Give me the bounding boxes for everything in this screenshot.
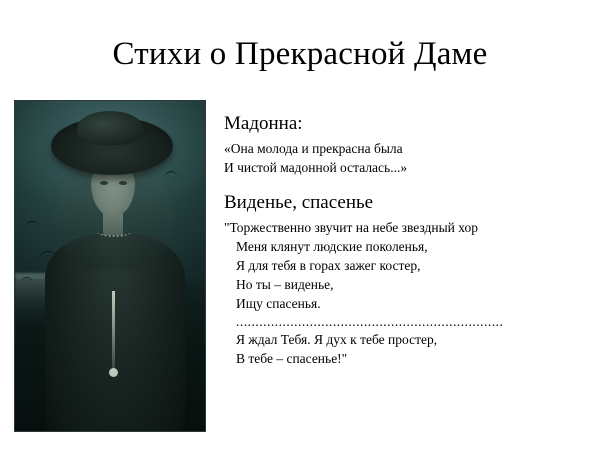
section-heading-madonna: Мадонна: [224, 113, 303, 134]
poem-line: Но ты – виденье, [236, 277, 334, 292]
portrait-image [14, 100, 206, 432]
poem-line: В тебе – спасенье!" [236, 351, 348, 366]
page-title: Стихи о Прекрасной Даме [112, 36, 488, 72]
poem-line: Меня клянут людские поколенья, [236, 239, 428, 254]
poem-line: «Она молода и прекрасна была [224, 141, 403, 156]
poem-line: Я для тебя в горах зажег костер, [236, 258, 421, 273]
poem-line: Я ждал Тебя. Я дух к тебе простер, [236, 332, 438, 347]
poem-line: "Торжественно звучит на небе звездный хор [224, 220, 478, 235]
poem-line: Ищу спасенья. [236, 296, 321, 311]
poem-line: И чистой мадонной осталась...» [224, 160, 408, 175]
figure-hat-crown [77, 111, 143, 145]
image-canvas [15, 101, 205, 431]
section-heading-videnye: Виденье, спасенье [224, 192, 374, 213]
text-content [224, 112, 590, 368]
figure-pendant [112, 291, 115, 371]
figure-veil [55, 159, 173, 269]
poem-separator: ..................................................................... [236, 314, 504, 329]
